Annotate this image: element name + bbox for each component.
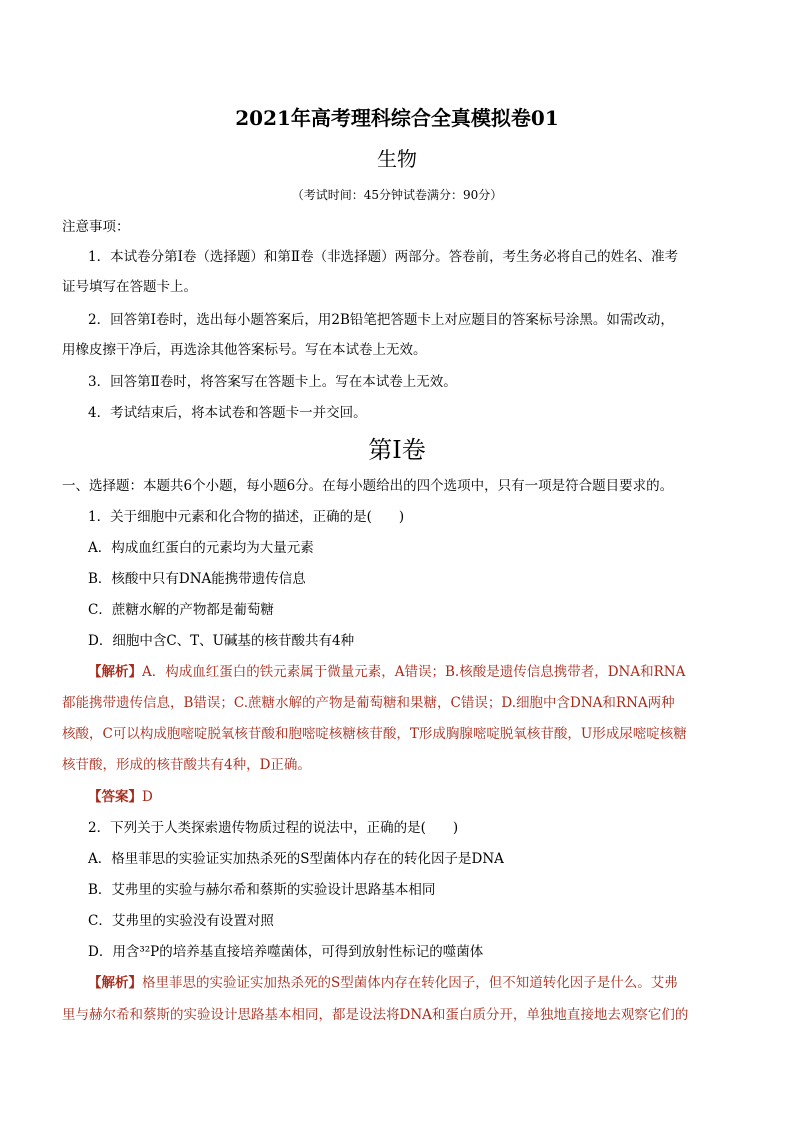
notice-item-2-line-2: 用橡皮擦干净后，再选涂其他答案标号。写在本试卷上无效。	[62, 342, 427, 358]
question-1-option-c: C．蔗糖水解的产物都是葡萄糖	[88, 602, 274, 618]
question-1-stem: 1．关于细胞中元素和化合物的描述，正确的是( )	[88, 509, 405, 525]
subject-title: 生物	[377, 147, 417, 171]
answer-tag: 【答案】	[88, 789, 142, 805]
question-2-option-d: D．用含³²P的培养基直接培养噬菌体，可得到放射性标记的噬菌体	[88, 944, 484, 960]
exam-title: 2021年高考理科综合全真模拟卷01	[235, 106, 559, 130]
notice-item-1-line-1: 1．本试卷分第Ⅰ卷（选择题）和第Ⅱ卷（非选择题）两部分。答卷前，考生务必将自己的姓名、准考	[88, 249, 679, 265]
notice-heading: 注意事项：	[62, 219, 130, 235]
question-2-analysis-line-2: 里与赫尔希和蔡斯的实验设计思路基本相同，都是设法将DNA和蛋白质分开，单独地直接地去观察它们的	[62, 1007, 689, 1023]
question-2-option-c: C．艾弗里的实验没有设置对照	[88, 913, 274, 929]
analysis-text: A．构成血红蛋白的铁元素属于微量元素，A错误；B.核酸是遗传信息携带者，DNA和RNA	[142, 664, 686, 680]
question-1-analysis-line-2: 都能携带遗传信息，B错误；C.蔗糖水解的产物是葡萄糖和果糖，C错误；D.细胞中含DNA和RNA两种	[62, 695, 675, 711]
question-2-stem: 2．下列关于人类探索遗传物质过程的说法中，正确的是( )	[88, 820, 459, 836]
notice-item-1-line-2: 证号填写在答题卡上。	[62, 279, 197, 295]
analysis-tag: 【解析】	[88, 664, 142, 680]
analysis-tag: 【解析】	[88, 975, 142, 991]
analysis-text: 格里菲思的实验证实加热杀死的S型菌体内存在转化因子，但不知道转化因子是什么。艾弗	[142, 975, 678, 991]
question-1-analysis-line-3: 核酸，C可以构成胞嘧啶脱氧核苷酸和胞嘧啶核糖核苷酸，T形成胸腺嘧啶脱氧核苷酸，U形成尿嘧啶核糖	[62, 726, 687, 742]
notice-item-2-line-1: 2．回答第Ⅰ卷时，选出每小题答案后，用2B铅笔把答题卡上对应题目的答案标号涂黑。如需改动，	[88, 312, 674, 328]
section-instruction: 一、选择题：本题共6个小题，每小题6分。在每小题给出的四个选项中，只有一项是符合题目要求的。	[62, 478, 674, 494]
question-1-option-a: A．构成血红蛋白的元素均为大量元素	[88, 540, 314, 556]
question-1-analysis-line-4: 核苷酸，形成的核苷酸共有4种，D正确。	[62, 757, 311, 773]
notice-item-4: 4．考试结束后，将本试卷和答题卡一并交回。	[88, 405, 367, 421]
question-2-analysis-line-1	[88, 973, 678, 993]
notice-item-3: 3．回答第Ⅱ卷时，将答案写在答题卡上。写在本试卷上无效。	[88, 374, 457, 390]
question-2-option-a: A．格里菲思的实验证实加热杀死的S型菌体内存在的转化因子是DNA	[88, 851, 504, 867]
answer-value: D	[142, 789, 153, 805]
question-1-answer	[88, 787, 153, 807]
question-1-option-d: D．细胞中含C、T、U碱基的核苷酸共有4种	[88, 633, 355, 649]
question-2-option-b: B．艾弗里的实验与赫尔希和蔡斯的实验设计思路基本相同	[88, 882, 436, 898]
question-1-analysis-line-1	[88, 662, 685, 682]
question-1-option-b: B．核酸中只有DNA能携带遗传信息	[88, 571, 306, 587]
exam-info: （考试时间：45分钟试卷满分：90分）	[291, 188, 503, 202]
section-title: 第Ⅰ卷	[368, 436, 426, 464]
